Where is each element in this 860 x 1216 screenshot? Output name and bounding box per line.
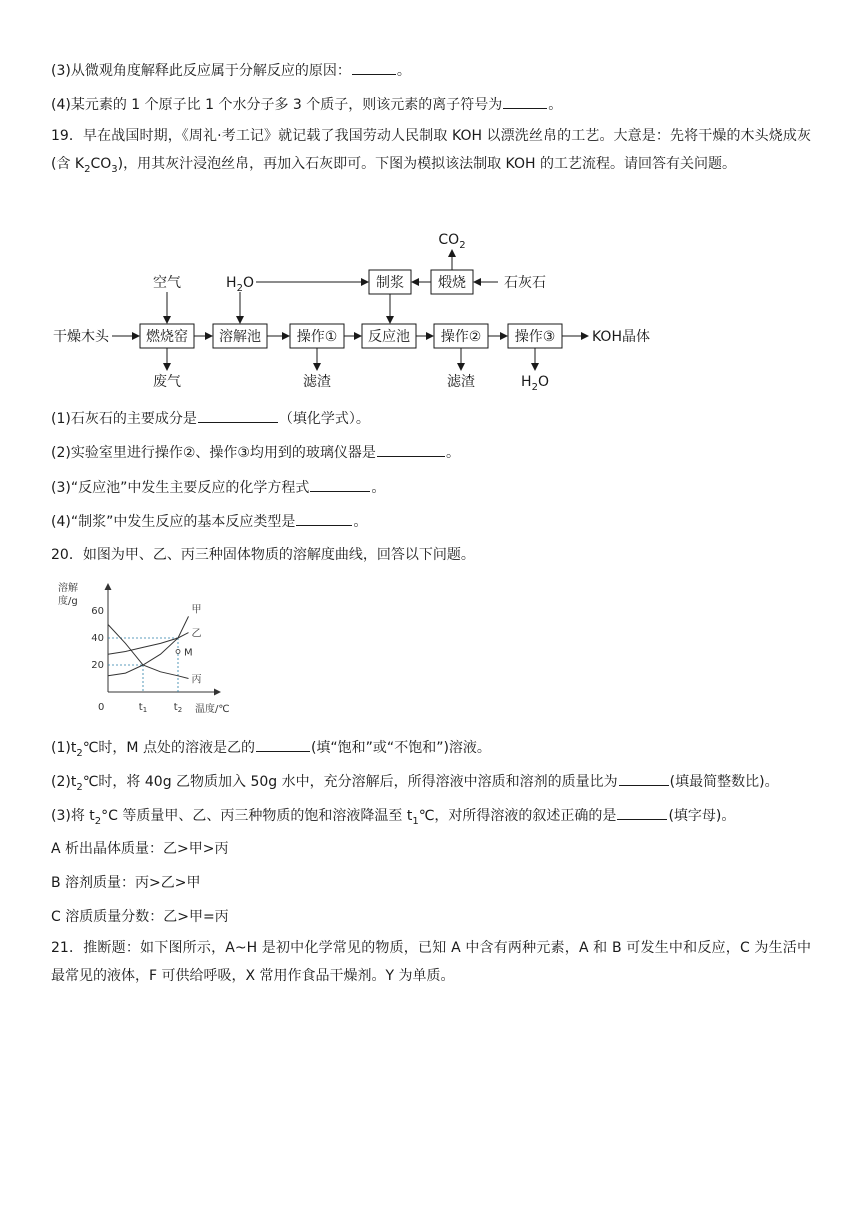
solubility-chart — [50, 578, 240, 718]
answer-blank[interactable] — [352, 60, 396, 75]
chart-series-label-2: 乙 — [191, 628, 202, 640]
flow-dissolve-label: 溶解池 — [219, 329, 261, 345]
q19-part3: (3)“反应池”中发生主要反应的化学方程式 。 — [51, 477, 385, 498]
chart-point-m — [176, 650, 180, 654]
q18-part3: (3)从微观角度解释此反应属于分解反应的原因： 。 — [51, 60, 411, 81]
q20-option-a: A 析出晶体质量：乙>甲>丙 — [51, 841, 229, 857]
flow-op3-label: 操作③ — [514, 329, 556, 345]
flow-op1-label: 操作① — [296, 329, 338, 345]
answer-blank[interactable] — [256, 737, 310, 752]
answer-blank[interactable] — [198, 408, 278, 423]
q20-part1: $(1)t_2℃$时，M 点处的溶液是乙的 (填“饱和”或“不饱和”)溶液。 — [51, 737, 491, 758]
answer-blank[interactable] — [503, 94, 547, 109]
flow-residue2: 滤渣 — [447, 374, 475, 390]
flow-h2o-in: $H_2O$ — [226, 275, 254, 294]
answer-blank[interactable] — [377, 442, 445, 457]
flow-zhijiang-label: 制浆 — [376, 275, 404, 291]
flow-op2-label: 操作② — [440, 329, 482, 345]
q20-part3: (3)将 $t_2^\circ C$ 等质量甲、乙、丙三种物质的饱和溶液降温至 $t_1℃$，对所得溶液的叙述正确的是 (填字母)。 — [51, 805, 735, 826]
answer-blank[interactable] — [310, 477, 370, 492]
answer-blank[interactable] — [619, 771, 669, 786]
chart-point-m-label: M — [184, 647, 193, 659]
chart-y-tick-60: 60 — [91, 606, 104, 617]
q19-part2: (2)实验室里进行操作②、操作③均用到的玻璃仪器是 。 — [51, 442, 460, 463]
q20-option-b: B 溶剂质量：丙>乙>甲 — [51, 875, 201, 891]
chart-y-tick-40: 40 — [91, 633, 104, 644]
flow-co2: $CO_2$ — [438, 232, 466, 251]
answer-blank[interactable] — [296, 511, 352, 526]
flow-limestone: 石灰石 — [504, 275, 546, 291]
q18-part4: (4)某元素的 1 个原子比 1 个水分子多 3 个质子，则该元素的离子符号为 。 — [51, 94, 562, 115]
chart-ylabel-1: 溶解 — [58, 583, 78, 594]
q21-intro: 21．推断题：如下图所示，A~H 是初中化学常见的物质，已知 A 中含有两种元素，A 和 B 可发生中和反应，C 为生活中最常见的液体，F 可供给呼吸，X 常用作食品干燥剂。Y 为单质。 — [51, 940, 811, 984]
chart-x-tick-t2: $t_2$ — [173, 702, 183, 714]
chart-series-label-3: 丙 — [191, 674, 202, 686]
flow-duanshao-label: 煅烧 — [438, 275, 466, 291]
answer-blank[interactable] — [617, 805, 667, 820]
chart-ylabel-2: 度/g — [58, 596, 78, 607]
chart-xlabel: 温度/℃ — [195, 704, 230, 715]
q20-intro: 20．如图为甲、乙、丙三种固体物质的溶解度曲线，回答以下问题。 — [51, 547, 475, 563]
flow-kiln-label: 燃烧窑 — [146, 329, 188, 345]
q20-option-c: C 溶质质量分数：乙>甲=丙 — [51, 909, 229, 925]
chart-origin: 0 — [98, 702, 105, 713]
chart-series-label-1: 甲 — [191, 604, 202, 616]
flow-reactor-label: 反应池 — [368, 329, 410, 345]
flow-air: 空气 — [153, 275, 181, 291]
flow-residue1: 滤渣 — [303, 374, 331, 390]
q19-part1: (1)石灰石的主要成分是 （填化学式）。 — [51, 408, 370, 429]
q20-part2: $(2)t_2℃$时，将 40g 乙物质加入 50g 水中，充分溶解后，所得溶液中溶质和溶剂的质量比为 (填最简整数比)。 — [51, 771, 779, 792]
process-flow-diagram — [0, 224, 860, 394]
chart-y-tick-20: 20 — [91, 660, 104, 671]
flow-product: KOH晶体 — [592, 329, 650, 345]
flow-dry-wood: 干燥木头 — [53, 329, 109, 345]
flow-h2o-out: $H_2O$ — [521, 374, 549, 393]
q19-part4: (4)“制浆”中发生反应的基本反应类型是 。 — [51, 511, 367, 532]
flow-waste-gas: 废气 — [153, 374, 181, 390]
chart-x-tick-t1: $t_1$ — [138, 702, 148, 714]
q19-intro: 19．早在战国时期，《周礼·考工记》就记载了我国劳动人民制取 KOH 以漂洗丝帛的工艺。大意是：先将干燥的木头烧成灰(含 $K_2CO_3$)，用其灰汁浸泡丝帛，再加入石灰即可。下图为模拟该法制取 KOH 的工艺流程。请回答有关问题。 — [51, 128, 811, 175]
